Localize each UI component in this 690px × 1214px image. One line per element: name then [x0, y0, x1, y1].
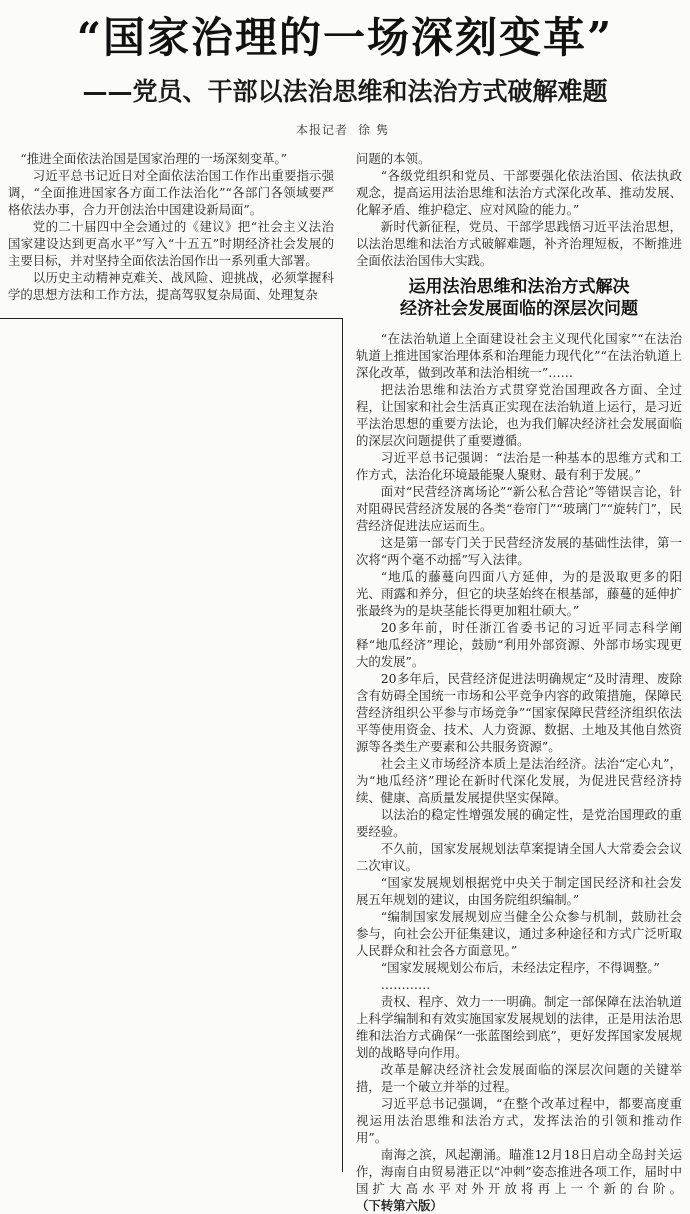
paragraph: 习近平总书记强调，“在整个改革过程中，都要高度重视运用法治思维和法治方式，发挥法治的引领和推动作用”。 [356, 1096, 682, 1145]
paragraph: 20多年后，民营经济促进法明确规定“及时清理、废除含有妨碍全国统一市场和公平竞争内容的政策措施，保障民营经济组织公平参与市场竞争”“国家保障民营经济组织依法平等使用资金、技术、人力资源、数据、土地及其他自然资源等各类生产要素和公共服务资源”。 [356, 671, 682, 754]
paragraph: “地瓜的藤蔓向四面八方延伸，为的是汲取更多的阳光、雨露和养分，但它的块茎始终在根基部，藤蔓的延伸扩张最终为的是块茎能长得更加粗壮硕大。” [356, 569, 682, 618]
paragraph: “推进全面依法治国是国家治理的一场深刻变革。” [20, 151, 288, 166]
section-title-line-2: 经济社会发展面临的深层次问题 [400, 299, 638, 319]
last-paragraph-text: 南海之滨，风起潮涌。瞄准12月18日启动全岛封关运作，海南自由贸易港正以“冲刺”姿态推进各项工作，届时中国扩大高水平对外开放将再上一个新的台阶。 [356, 1147, 682, 1196]
continued-note: （下转第六版） [356, 1198, 443, 1213]
paragraph: 以法治的稳定性增强发展的确定性，是党治国理政的重要经验。 [356, 807, 682, 839]
paragraph: 党的二十届四中全会通过的《建议》把“社会主义法治国家建设达到更高水平”写入“十五五”时期经济社会发展的主要目标，并对坚持全面依法治国作出一系列重大部署。 [8, 219, 334, 268]
byline-author: 徐隽 [358, 123, 395, 137]
byline-prefix: 本报记者 [295, 123, 348, 137]
section-title [356, 276, 682, 320]
subheadline: ——党员、干部以法治思维和法治方式破解难题 [82, 77, 608, 106]
paragraph: 社会主义市场经济本质上是法治经济。法治“定心丸”，为“地瓜经济”理论在新时代深化发展，为促进民营经济持续、健康、高质量发展提供坚实保障。 [356, 756, 682, 805]
column-right-main [356, 330, 682, 1214]
paragraph: “在法治轨道上全面建设社会主义现代化国家”“在法治轨道上推进国家治理体系和治理能力现代化”“在法治轨道上深化改革，做到改革和法治相统一”…… [356, 331, 682, 380]
paragraph: 不久前，国家发展规划法草案提请全国人大常委会会议二次审议。 [356, 841, 682, 873]
paragraph: 习近平总书记强调：“法治是一种基本的思维方式和工作方式，法治化环境最能聚人聚财、最有利于发展。” [356, 450, 682, 482]
paragraph: 面对“民营经济离场论”“新公私合营论”等错误言论，针对阻碍民营经济发展的各类“卷帘门”“玻璃门”“旋转门”，民营经济促进法应运而生。 [356, 484, 682, 533]
section-title-line-1: 运用法治思维和法治方式解决 [408, 277, 630, 297]
paragraph: ………… [380, 977, 431, 992]
paragraph: 这是第一部专门关于民营经济发展的基础性法律，第一次将“两个毫不动摇”写入法律。 [356, 535, 682, 567]
byline [0, 122, 690, 138]
paragraph: “国家发展规划公布后，未经法定程序，不得调整。” [380, 960, 660, 975]
paragraph: 习近平总书记近日对全面依法治国工作作出重要指示强调，“全面推进国家各方面工作法治化”“各部门各领域要严格依法办事，合力开创法治中国建设新局面”。 [8, 168, 334, 217]
column-right-top [356, 150, 682, 269]
paragraph: 以历史主动精神克难关、战风险、迎挑战，必须掌握科学的思想方法和工作方法，提高驾驭复杂局面、处理复杂 [8, 270, 334, 302]
paragraph-last [356, 1146, 682, 1214]
divider-vertical [342, 318, 343, 1172]
paragraph: 20多年前，时任浙江省委书记的习近平同志科学阐释“地瓜经济”理论，鼓励“利用外部资源、外部市场实现更大的发展”。 [356, 620, 682, 669]
paragraph: 改革是解决经济社会发展面临的深层次问题的关键举措，是一个破立并举的过程。 [356, 1062, 682, 1094]
paragraph: “编制国家发展规划应当健全公众参与机制，鼓励社会参与，向社会公开征集建议，通过多种途径和方式广泛听取人民群众和社会各方面意见。” [356, 909, 682, 958]
headline: “国家治理的一场深刻变革” [76, 13, 614, 62]
paragraph: 新时代新征程，党员、干部学思践悟习近平法治思想，以法治思维和法治方式破解难题，补齐治理短板，不断推进全面依法治国伟大实践。 [356, 219, 682, 268]
paragraph: 问题的本领。 [356, 151, 431, 166]
paragraph: 把法治思维和法治方式贯穿党治国理政各方面、全过程，让国家和社会生活真正实现在法治轨道上运行，是习近平法治思想的重要方法论，也为我们解决经济社会发展面临的深层次问题提供了重要遵循。 [356, 382, 682, 448]
paragraph: “国家发展规划根据党中央关于制定国民经济和社会发展五年规划的建议，由国务院组织编制。” [356, 875, 682, 907]
column-left-top [8, 150, 334, 303]
paragraph: “各级党组织和党员、干部要强化依法治国、依法执政观念，提高运用法治思维和法治方式深化改革、推动发展、化解矛盾、维护稳定、应对风险的能力。” [356, 168, 682, 217]
divider-horizontal [0, 318, 342, 319]
paragraph: 责权、程序、效力一一明确。制定一部保障在法治轨道上科学编制和有效实施国家发展规划的法律，正是用法治思维和法治方式确保“一张蓝图绘到底”，更好发挥国家发展规划的战略导向作用。 [356, 994, 682, 1060]
